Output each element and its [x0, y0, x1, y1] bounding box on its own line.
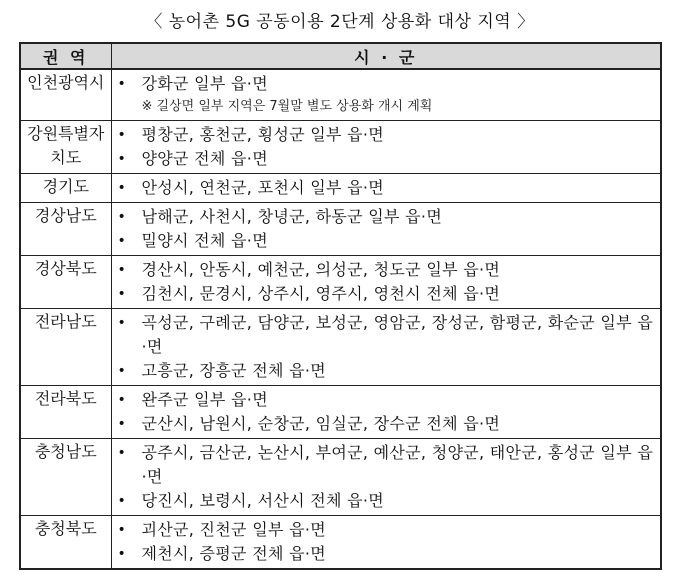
- bullet-icon: •: [117, 522, 127, 538]
- table-row: [20, 121, 661, 174]
- region-name: 경상남도: [20, 203, 111, 256]
- table-row: [20, 439, 661, 516]
- list-item-text: 곡성군, 구례군, 담양군, 보성군, 영암군, 장성군, 함평군, 화순군 일부 읍·면: [141, 313, 654, 356]
- area-list: [118, 123, 655, 171]
- table-row: [20, 203, 661, 256]
- list-item: [118, 229, 655, 253]
- bullet-icon: •: [117, 546, 127, 562]
- area-list-cell: [111, 121, 661, 174]
- list-item-text: 밀양시 전체 읍·면: [141, 231, 268, 250]
- list-item-text: 제천시, 증평군 전체 읍·면: [141, 544, 326, 563]
- list-item: [118, 518, 655, 542]
- area-list: [118, 258, 655, 306]
- table-row: [20, 256, 661, 309]
- bullet-icon: •: [117, 262, 127, 278]
- region-note: ※ 길상면 일부 지역은 7월말 별도 상용화 개시 계획: [141, 99, 433, 114]
- list-item: [118, 388, 655, 412]
- table-row: [20, 386, 661, 439]
- region-name: 경기도: [20, 174, 111, 203]
- area-list-cell: [111, 174, 661, 203]
- table-row: [20, 174, 661, 203]
- list-item-text: 김천시, 문경시, 상주시, 영주시, 영천시 전체 읍·면: [141, 284, 501, 303]
- table-row: [20, 309, 661, 386]
- list-item-text: 평창군, 홍천군, 횡성군 일부 읍·면: [141, 125, 385, 144]
- area-list-cell: [111, 386, 661, 439]
- list-item-text: 양양군 전체 읍·면: [141, 149, 268, 168]
- list-item-text: 완주군 일부 읍·면: [141, 390, 268, 409]
- area-list-cell: [111, 309, 661, 386]
- bullet-icon: •: [117, 127, 127, 143]
- table-body: [20, 69, 661, 569]
- area-list-cell: [111, 69, 661, 121]
- list-item: [118, 489, 655, 513]
- list-item-text: 공주시, 금산군, 논산시, 부여군, 예산군, 청양군, 태안군, 홍성군 일부 읍·면: [141, 443, 654, 486]
- list-item: [118, 542, 655, 566]
- area-list: [118, 441, 655, 513]
- region-name: 경상북도: [20, 256, 111, 309]
- area-list: [118, 72, 655, 96]
- area-list: [118, 176, 655, 200]
- area-list-cell: [111, 256, 661, 309]
- list-item: [118, 72, 655, 96]
- target-regions-table: [19, 42, 662, 570]
- list-item: [118, 147, 655, 171]
- bullet-icon: •: [117, 493, 127, 509]
- bullet-icon: •: [117, 76, 127, 92]
- bullet-icon: •: [117, 180, 127, 196]
- area-list-cell: [111, 439, 661, 516]
- list-item-text: 강화군 일부 읍·면: [141, 74, 268, 93]
- list-item-text: 당진시, 보령시, 서산시 전체 읍·면: [141, 491, 385, 510]
- list-item: [118, 311, 655, 359]
- table-row: [20, 516, 661, 570]
- list-item: [118, 258, 655, 282]
- area-list-cell: [111, 516, 661, 570]
- area-list-cell: [111, 203, 661, 256]
- list-item-text: 괴산군, 진천군 일부 읍·면: [141, 520, 326, 539]
- bullet-icon: •: [117, 363, 127, 379]
- bullet-icon: •: [117, 416, 127, 432]
- list-item-text: 경산시, 안동시, 예천군, 의성군, 청도군 일부 읍·면: [141, 260, 501, 279]
- area-list: [118, 388, 655, 436]
- region-name: 충청북도: [20, 516, 111, 570]
- list-item: [118, 176, 655, 200]
- region-name: 강원특별자치도: [20, 121, 111, 174]
- list-item-text: 안성시, 연천군, 포천시 일부 읍·면: [141, 178, 385, 197]
- list-item: [118, 359, 655, 383]
- area-list: [118, 205, 655, 253]
- bullet-icon: •: [117, 315, 127, 331]
- header-region: 권 역: [20, 43, 111, 69]
- document-title: 〈 농어촌 5G 공동이용 2단계 상용화 대상 지역 〉: [145, 11, 535, 32]
- list-item: [118, 205, 655, 229]
- area-list: [118, 518, 655, 566]
- bullet-icon: •: [117, 286, 127, 302]
- bullet-icon: •: [117, 445, 127, 461]
- list-item: [118, 441, 655, 489]
- list-item-text: 군산시, 남원시, 순창군, 임실군, 장수군 전체 읍·면: [141, 414, 501, 433]
- bullet-icon: •: [117, 209, 127, 225]
- bullet-icon: •: [117, 151, 127, 167]
- region-name: 전라남도: [20, 309, 111, 386]
- table-header-row: [20, 43, 661, 69]
- list-item: [118, 412, 655, 436]
- region-name: 충청남도: [20, 439, 111, 516]
- list-item-text: 남해군, 사천시, 창녕군, 하동군 일부 읍·면: [141, 207, 443, 226]
- bullet-icon: •: [117, 233, 127, 249]
- bullet-icon: •: [117, 392, 127, 408]
- area-list: [118, 311, 655, 383]
- table-row: [20, 69, 661, 121]
- region-name: 전라북도: [20, 386, 111, 439]
- list-item: [118, 123, 655, 147]
- list-item-text: 고흥군, 장흥군 전체 읍·면: [141, 361, 326, 380]
- header-city-county: 시 · 군: [111, 43, 661, 69]
- list-item: [118, 282, 655, 306]
- region-name: 인천광역시: [20, 69, 111, 121]
